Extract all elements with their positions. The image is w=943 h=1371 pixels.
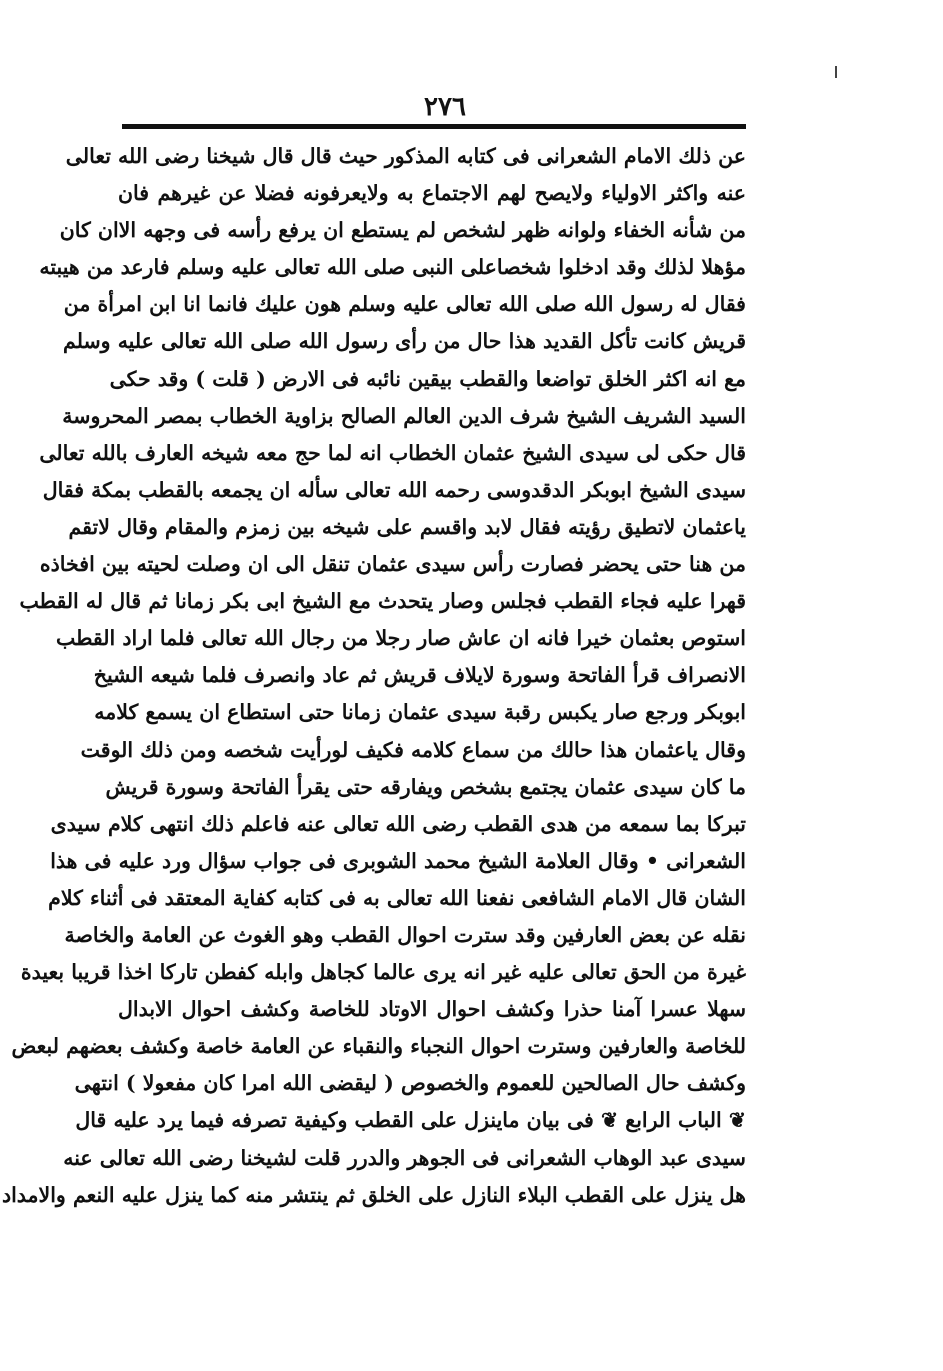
text-line: الشان قال الامام الشافعى نفعنا الله تعالى به فى كتابه كفاية المعتقد فى أثناء كلام bbox=[48, 885, 746, 910]
body-text bbox=[1, 138, 746, 1214]
text-line: تبركا بما سمعه من هدى القطب رضى الله تعالى عنه فاعلم ذلك انتهى كلام سيدى bbox=[50, 811, 746, 836]
chapter-heading-line: ❦ الباب الرابع ❦ فى بيان ماينزل على القطب وكيفية تصرفه فيما يرد عليه قال bbox=[75, 1108, 746, 1133]
text-line: ما كان سيدى عثمان يجتمع بشخص ويفارقه حتى يقرأ الفاتحة وسورة قريش bbox=[105, 774, 746, 799]
text-line: سيدى عبد الوهاب الشعرانى فى الجوهر والدرر قلت لشيخنا رضى الله تعالى عنه bbox=[63, 1145, 746, 1170]
text-line: من هنا حتى يحضر فصارت رأس سيدى عثمان تنقل الى ان وصلت لحيته بين افخاذه bbox=[39, 552, 746, 577]
text-line: فقال له رسول الله صلى الله تعالى عليه وسلم هون عليك فانما انا ابن امرأة من bbox=[63, 292, 746, 317]
text-line: ياعثمان لاتطيق رؤيته فقال لابد واقسم على شيخه بين زمزم والمقام وقال لاتقم bbox=[68, 514, 746, 539]
text-line: قال حكى لى سيدى الشيخ عثمان الخطاب انه لما حج معه شيخه العارف بالله تعالى bbox=[39, 440, 746, 465]
text-line: الانصراف قرأ الفاتحة وسورة لايلاف قريش ثم عاد وانصرف فلما شيعه الشيخ bbox=[93, 663, 746, 688]
text-line: وقال ياعثمان هذا حالك من سماع كلامه فكيف لورأيت شخصه ومن ذلك الوقت bbox=[80, 737, 746, 762]
text-line: قهرا عليه فجاء القطب فجلس وصار يتحدث مع الشيخ ابى بكر زمانا ثم قال له القطب bbox=[19, 589, 746, 614]
page-number: ٢٧٦ bbox=[424, 92, 466, 122]
text-line: مؤهلا لذلك وقد ادخلوا شخصاعلى النبى صلى الله تعالى عليه وسلم فارعد من هيبته bbox=[39, 255, 746, 280]
text-line: سهلا عسرا آمنا حذرا وكشف احوال الاوتاد للخاصة وكشف احوال الابدال bbox=[118, 997, 746, 1022]
text-line: الشعرانى • وقال العلامة الشيخ محمد الشوبرى فى جواب سؤال ورد عليه فى هذا bbox=[50, 848, 746, 873]
header-rule bbox=[122, 124, 746, 129]
text-line: مع انه اكثر الخلق تواضعا والقطب بيقين نائبه فى الارض ( قلت ) وقد حكى bbox=[109, 366, 746, 391]
text-line: عنه واكثر الاولياء ولايصح لهم الاجتماع به ولايعرفونه فضلا عن غيرهم فان bbox=[118, 181, 746, 206]
text-line: السيد الشريف الشيخ شرف الدين العالم الصالح بزاوية الخطاب بمصر المحروسة bbox=[62, 403, 746, 428]
scan-edge-mark bbox=[835, 66, 837, 78]
text-line: نقله عن بعض العارفين وقد سترت احوال القطب وهو الغوث عن العامة والخاصة bbox=[64, 922, 746, 947]
text-line: عن ذلك الامام الشعرانى فى كتابه المذكور حيث قال قال شيخنا رضى الله تعالى bbox=[65, 144, 746, 168]
text-line: قريش كانت تأكل القديد هذا حال من رأى رسول الله صلى الله تعالى عليه وسلم bbox=[63, 329, 746, 354]
text-line: سيدى الشيخ ابوبكر الدقدوسى رحمه الله تعالى سأله ان يجمعه بالقطب بمكة فقال bbox=[42, 477, 746, 502]
text-line: غيرة من الحق تعالى عليه غير انه يرى عالما كجاهل وابله كفطن تاركا اخذا قريبا بعيدة bbox=[20, 960, 746, 985]
text-line: ابوبكر ورجع صار يكبس رقبة سيدى عثمان زمانا حتى استطاع ان يسمع كلامه bbox=[94, 700, 746, 725]
text-line: وكشف حال الصالحين للعموم والخصوص ( ليقضى الله امرا كان مفعولا ) انتهى bbox=[74, 1071, 746, 1096]
text-line: هل ينزل على القطب البلاء النازل على الخلق ثم ينتشر منه كما ينزل عليه النعم والامداد bbox=[1, 1182, 746, 1207]
text-line: للخاصة والعارفين وسترت احوال النجباء والنقباء عن العامة خاصة وكشف بعضهم لبعض bbox=[11, 1034, 746, 1059]
text-line: استوص بعثمان خيرا فانه ان عاش صار رجلا من رجال الله تعالى فلما اراد القطب bbox=[55, 626, 746, 651]
text-line: من شأنه الخفاء ولوانه ظهر لشخص لم يستطع ان يرفع رأسه فى وجهه الاان كان bbox=[59, 218, 746, 243]
